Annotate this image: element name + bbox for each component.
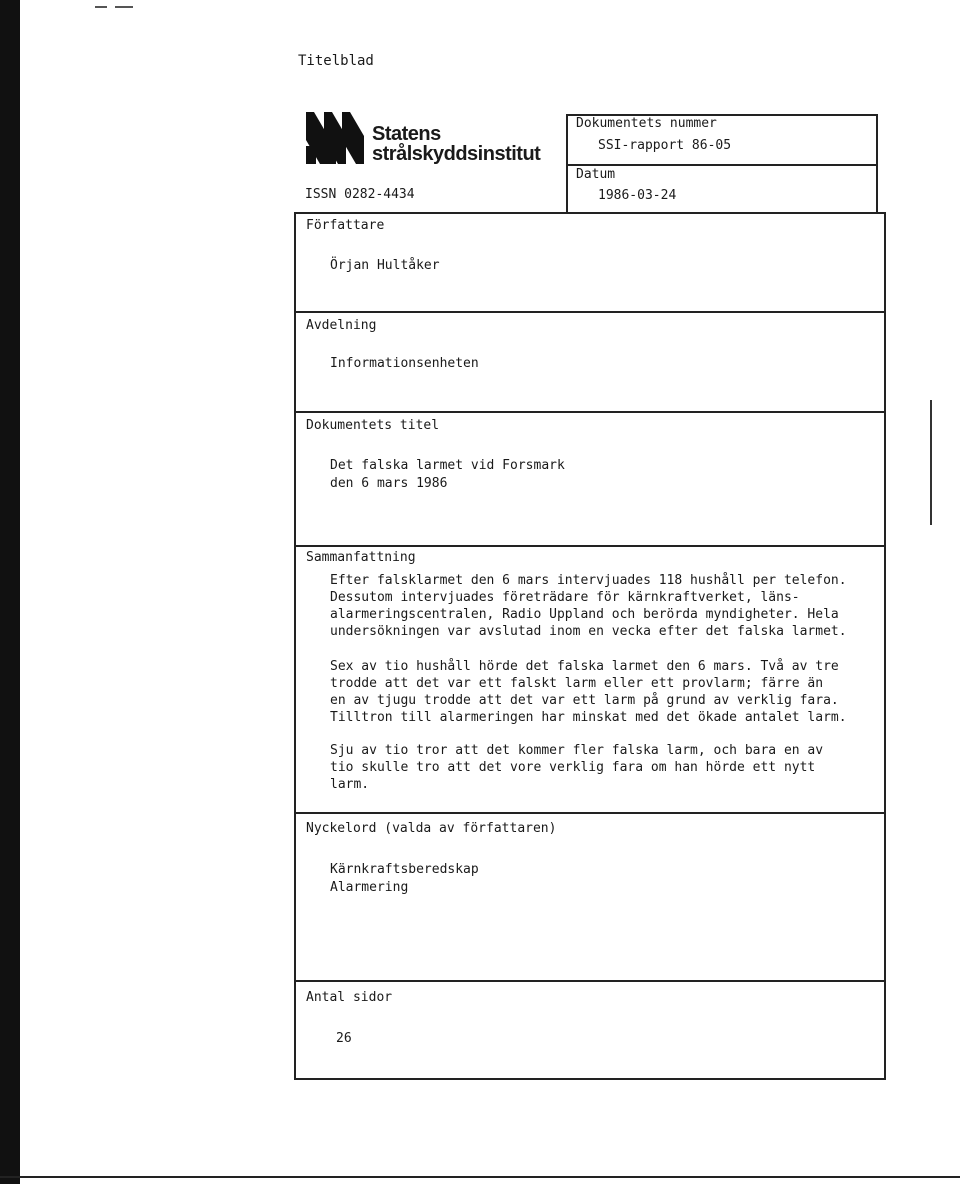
summary-line: Efter falsklarmet den 6 mars intervjuades 118 hushåll per telefon.: [330, 573, 847, 588]
doc-title-label: Dokumentets titel: [306, 418, 440, 433]
keyword-item: Kärnkraftsberedskap: [330, 862, 479, 877]
section-divider: [296, 411, 884, 413]
section-divider: [296, 980, 884, 982]
summary-line: Tilltron till alarmeringen har minskat med det ökade antalet larm.: [330, 710, 847, 725]
keyword-item: Alarmering: [330, 880, 409, 895]
scan-margin-mark: [930, 400, 932, 525]
doc-number-label: Dokumentets nummer: [576, 116, 717, 131]
date-value: 1986-03-24: [598, 188, 677, 203]
summary-line: Dessutom intervjuades företrädare för kärnkraftverket, läns-: [330, 590, 800, 605]
box-divider: [568, 164, 876, 166]
doc-number-value: SSI-rapport 86-05: [598, 138, 732, 153]
section-divider: [296, 545, 884, 547]
section-divider: [296, 812, 884, 814]
summary-line: Sex av tio hushåll hörde det falska larmet den 6 mars. Två av tre: [330, 659, 839, 674]
department-value: Informationsenheten: [330, 356, 479, 371]
summary-line: en av tjugu trodde att det var ett larm på grund av verklig fara.: [330, 693, 839, 708]
summary-line: undersökningen var avslutad inom en vecka efter det falska larmet.: [330, 624, 847, 639]
summary-paragraph-3: [330, 742, 875, 793]
document-number-date-box: [566, 114, 878, 212]
title-sheet-form: [294, 212, 886, 1080]
keywords-label: Nyckelord (valda av författaren): [306, 821, 557, 836]
summary-label: Sammanfattning: [306, 550, 416, 565]
summary-line: tio skulle tro att det vore verklig fara om han hörde ett nytt: [330, 760, 816, 775]
summary-line: trodde att det var ett falskt larm eller ett provlarm; färre än: [330, 676, 824, 691]
logo-line-2: strålskyddsinstitut: [372, 143, 541, 165]
section-divider: [296, 311, 884, 313]
author-label: Författare: [306, 218, 385, 233]
scan-edge-bar: [0, 0, 20, 1184]
scan-dash: [115, 6, 133, 8]
page-count-value: 26: [336, 1031, 352, 1046]
summary-line: Sju av tio tror att det kommer fler falska larm, och bara en av: [330, 743, 824, 758]
summary-paragraph-1: [330, 572, 875, 640]
scan-bottom-line: [0, 1176, 960, 1178]
department-label: Avdelning: [306, 318, 377, 333]
doc-title-line-2: den 6 mars 1986: [330, 476, 448, 491]
page-count-label: Antal sidor: [306, 990, 393, 1005]
ssi-stripes-logo-icon: [306, 112, 364, 164]
logo-line-1: Statens: [372, 123, 441, 145]
page-title: Titelblad: [298, 53, 374, 69]
scan-dash: [95, 6, 107, 8]
summary-line: larm.: [330, 777, 370, 792]
date-label: Datum: [576, 167, 616, 182]
issn-number: ISSN 0282-4434: [305, 187, 415, 202]
doc-title-line-1: Det falska larmet vid Forsmark: [330, 458, 565, 473]
logo-wordmark: [372, 124, 540, 164]
author-value: Örjan Hultåker: [330, 258, 440, 273]
summary-line: alarmeringscentralen, Radio Uppland och berörda myndigheter. Hela: [330, 607, 839, 622]
summary-paragraph-2: [330, 658, 875, 726]
